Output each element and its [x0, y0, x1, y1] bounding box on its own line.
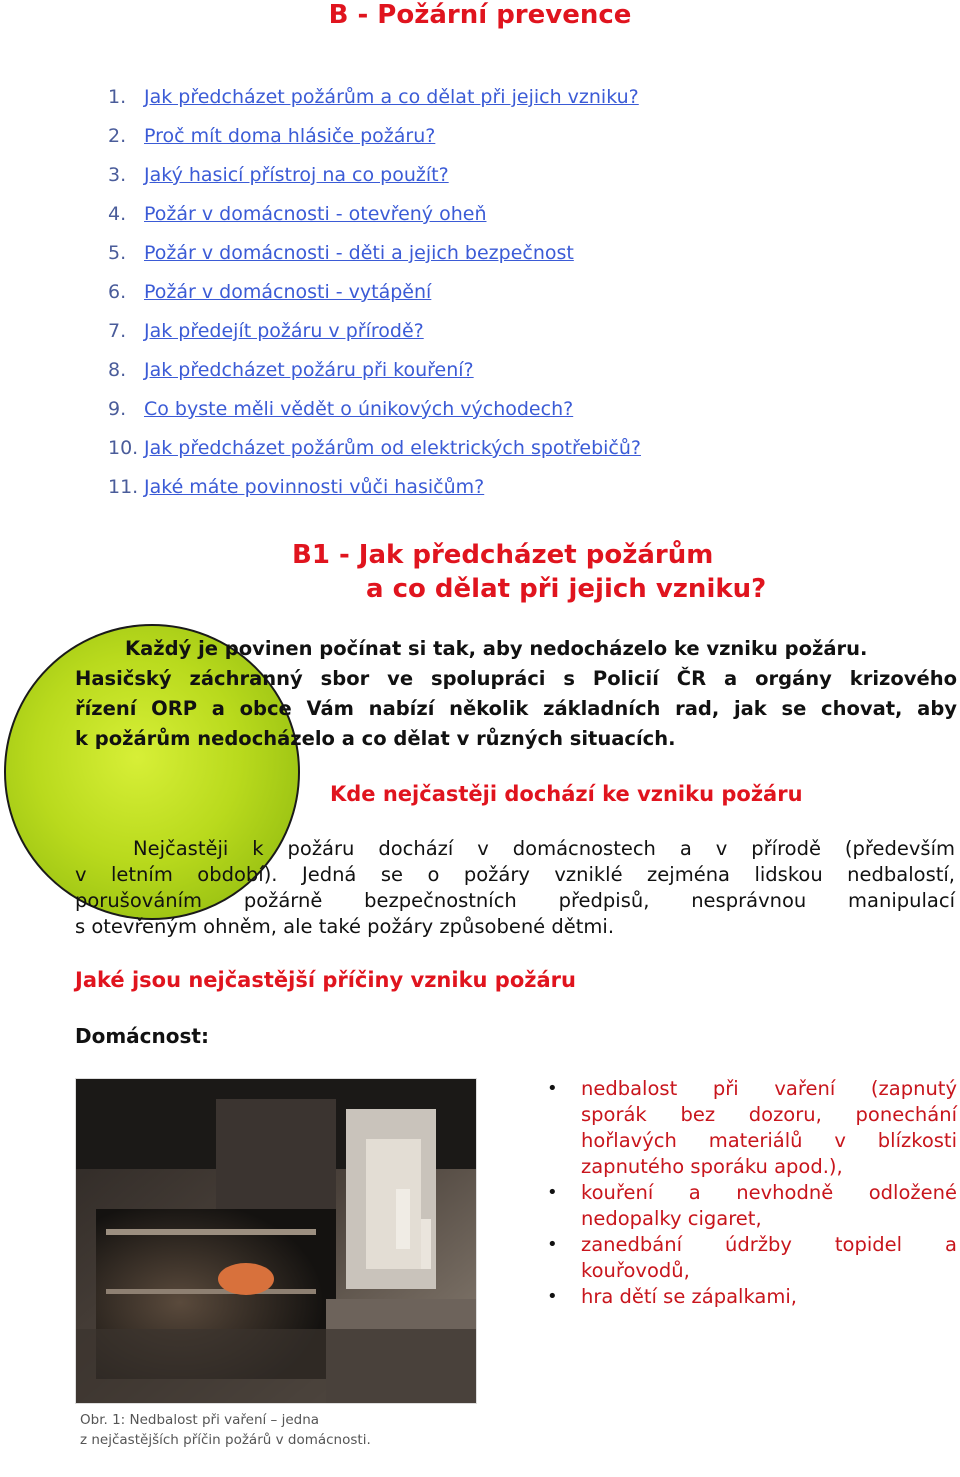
toc-number: 7.: [108, 320, 127, 342]
toc-number: 2.: [108, 125, 127, 147]
list-item-line: nedbalost při vaření (zapnutý: [581, 1077, 957, 1100]
toc-link[interactable]: Jak předejít požáru v přírodě?: [144, 320, 424, 342]
toc-number: 3.: [108, 164, 127, 186]
bullet-icon: •: [547, 1234, 558, 1255]
photo-caption: [80, 1410, 480, 1450]
bullet-icon: •: [547, 1182, 558, 1203]
list-item-line: hořlavých materiálů v blízkosti: [581, 1129, 957, 1152]
list-item-line: zapnutého sporáku apod.),: [581, 1155, 843, 1178]
toc-number: 10.: [108, 437, 139, 459]
list-item-line: sporák bez dozoru, ponechání: [581, 1103, 957, 1126]
toc-number: 9.: [108, 398, 127, 420]
toc-link[interactable]: Požár v domácnosti - vytápění: [144, 281, 432, 303]
toc-item[interactable]: [108, 123, 641, 162]
toc-link[interactable]: Co byste měli vědět o únikových východech?: [144, 398, 574, 420]
toc-link[interactable]: Jak předcházet požárům od elektrických spotřebičů?: [144, 437, 641, 459]
where-heading: Kde nejčastěji dochází ke vzniku požáru: [330, 782, 803, 806]
section-heading-line2: a co dělat při jejich vzniku?: [366, 574, 767, 604]
list-item-line: kouřovodů,: [581, 1259, 690, 1282]
toc-link[interactable]: Požár v domácnosti - děti a jejich bezpečnost: [144, 242, 574, 264]
toc-item[interactable]: [108, 279, 641, 318]
causes-list: [545, 1076, 957, 1310]
toc-number: 1.: [108, 86, 127, 108]
where-line: porušováním požárně bezpečnostních předpisů, nesprávnou manipulací: [75, 889, 955, 912]
toc-link[interactable]: Jak předcházet požáru při kouření?: [144, 359, 474, 381]
caption-line: z nejčastějších příčin požárů v domácnosti.: [80, 1432, 371, 1448]
toc-item[interactable]: [108, 318, 641, 357]
bullet-icon: •: [547, 1286, 558, 1307]
toc-item[interactable]: [108, 396, 641, 435]
toc-link[interactable]: Jak předcházet požárům a co dělat při jejich vzniku?: [144, 86, 639, 108]
causes-heading: Jaké jsou nejčastější příčiny vzniku požáru: [75, 968, 576, 992]
list-item: [545, 1076, 957, 1180]
toc-number: 6.: [108, 281, 127, 303]
bullet-icon: •: [547, 1078, 558, 1099]
where-line: s otevřeným ohněm, ale také požáry způsobené dětmi.: [75, 915, 615, 938]
toc-item[interactable]: [108, 435, 641, 474]
intro-paragraph: [75, 634, 957, 754]
list-item-line: hra dětí se zápalkami,: [581, 1285, 797, 1308]
intro-line: Každý je povinen počínat si tak, aby nedocházelo ke vzniku požáru.: [125, 637, 868, 660]
intro-line: Hasičský záchranný sbor ve spolupráci s Policií ČR a orgány krizového: [75, 667, 957, 690]
toc-item[interactable]: [108, 474, 641, 513]
caption-line: Obr. 1: Nedbalost při vaření – jedna: [80, 1412, 320, 1428]
document-title: B - Požární prevence: [328, 0, 632, 30]
toc-link[interactable]: Jaký hasicí přístroj na co použít?: [144, 164, 449, 186]
toc-item[interactable]: [108, 84, 641, 123]
toc-number: 11.: [108, 476, 139, 498]
toc-link[interactable]: Proč mít doma hlásiče požáru?: [144, 125, 436, 147]
toc-link[interactable]: Požár v domácnosti - otevřený oheň: [144, 203, 487, 225]
where-line: Nejčastěji k požáru dochází v domácnostech a v přírodě (především: [133, 837, 955, 860]
burnt-kitchen-photo: [75, 1078, 477, 1404]
list-item: [545, 1284, 957, 1310]
home-label: Domácnost:: [75, 1024, 209, 1048]
intro-line: k požárům nedocházelo a co dělat v různých situacích.: [75, 727, 676, 750]
where-paragraph: [75, 836, 955, 940]
list-item: [545, 1180, 957, 1232]
toc-item[interactable]: [108, 201, 641, 240]
where-line: v letním období). Jedná se o požáry vzniklé zejména lidskou nedbalostí,: [75, 863, 955, 886]
list-item-line: zanedbání údržby topidel a: [581, 1233, 957, 1256]
list-item: [545, 1232, 957, 1284]
toc-item[interactable]: [108, 357, 641, 396]
section-heading-line1: B1 - Jak předcházet požárům: [292, 540, 714, 570]
toc-number: 8.: [108, 359, 127, 381]
toc-item[interactable]: [108, 162, 641, 201]
table-of-contents: [108, 84, 641, 513]
list-item-line: kouření a nevhodně odložené: [581, 1181, 957, 1204]
toc-number: 4.: [108, 203, 127, 225]
toc-link[interactable]: Jaké máte povinnosti vůči hasičům?: [144, 476, 485, 498]
intro-line: řízení ORP a obce Vám nabízí několik základních rad, jak se chovat, aby: [75, 697, 957, 720]
toc-item[interactable]: [108, 240, 641, 279]
list-item-line: nedopalky cigaret,: [581, 1207, 762, 1230]
toc-number: 5.: [108, 242, 127, 264]
